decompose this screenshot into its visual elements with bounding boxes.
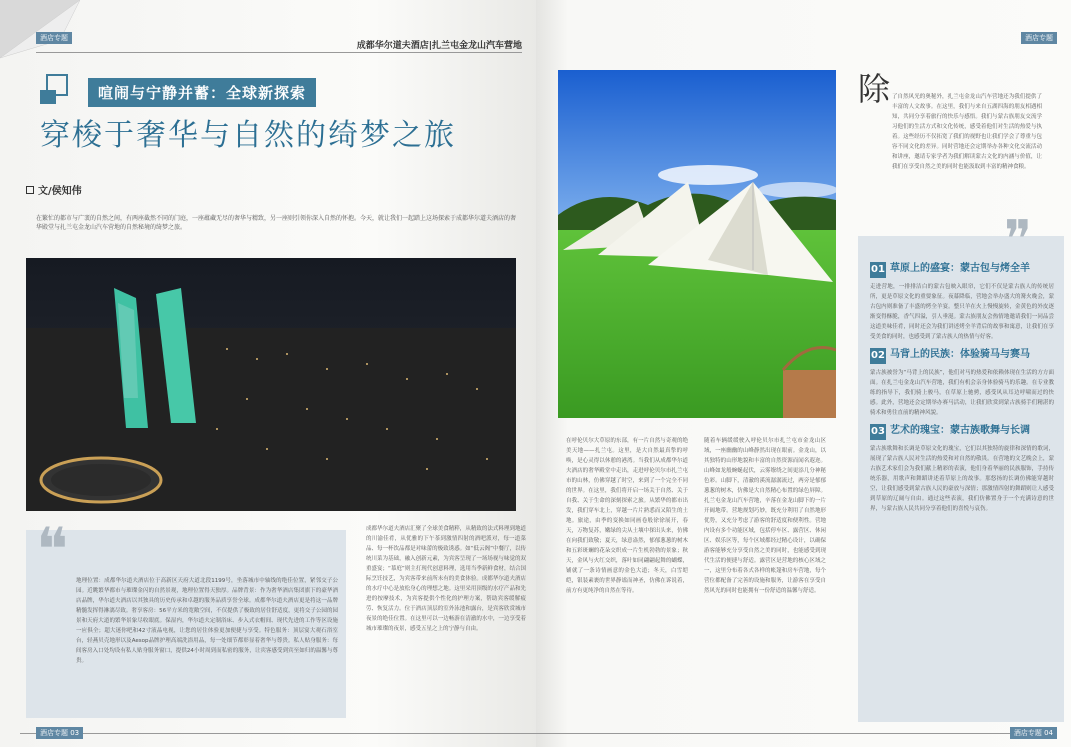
section-body: 走进营地，一排排洁白的蒙古包映入眼帘，它们不仅是蒙古族人的传统居所，更是草原文化的重要象征。夜幕降临，营地会举办盛大的篝火晚会，蒙古包内则准备了丰盛的烤全羊宴。整只羊在火上慢慢旋转，金黄色的外皮逐渐变得酥脆，香气四溢，引人垂涎。蒙古族朋友会热情地邀请我们一同品尝这道美味佳肴，同时还会为我们讲述烤全羊背后的故事和寓意，让我们在享受美食的同时，也感受到了蒙古族人的热情与好客。 bbox=[870, 284, 1054, 340]
dropcap: 除 bbox=[858, 70, 891, 108]
deco-square-filled bbox=[40, 90, 56, 104]
section-title: 草原上的盛宴：蒙古包与烤全羊 bbox=[890, 263, 1030, 274]
page-number: 酒店专题 04 bbox=[1010, 727, 1057, 739]
section-number: 01 bbox=[870, 262, 886, 278]
dining-column: 成都华尔道夫酒店汇聚了全球美食精粹，从精致的法式料理到地道的川渝佳肴，从优雅的下午茶到激情四射的酒吧派对，每一道菜品、每一杯饮品都是对味蕾的极致诱惑。如“低云阁”中餐厅，以传统川菜为基础，融入创新元素，为宾客呈现了一场场视与味觉的双重盛宴；“慕庭”则主打现代创意料理，选用当季新鲜食材，结合国际烹饪技艺，为宾客带来前所未有的美食体验。成都华尔道夫酒店的水疗中心是放松身心的理想之地。这里采用顶级的水疗产品和先进的按摩技术，为宾客提供个性化的护理方案，帮助宾客缓解疲劳、恢复活力。位于酒店顶层的室外泳池和露台，是宾客欣赏城市夜景的绝佳位置。在这里可以一边畅游在清澈的水中，一边享受着城市璀璨的夜景，感受五星之上的宁静与自由。 bbox=[366, 526, 526, 632]
section-number: 02 bbox=[870, 348, 886, 364]
section-body: 蒙古族被誉为“马背上的民族”，他们对马的热爱和依赖体现在生活的方方面面。在扎兰屯金龙山汽车营地，我们有机会亲身体验骑马的乐趣。在专业教练的指导下，我们骑上骏马，在草原上驰骋，感受风从耳边呼啸而过的快感。此外，营地还会定期举办赛马活动，让我们欣赏到蒙古族骑手们精湛的骑术和勇往直前的精神风貌。 bbox=[870, 370, 1054, 416]
section-item bbox=[870, 262, 1054, 342]
culture-intro-text: 了自然风光的奥秘外，扎兰屯金龙山汽车营地还为我们提供了丰富的人文故事。在这里，我们与来自五湖四海的朋友相遇相知，共同分享着旅行的快乐与感悟。我们与蒙古族朋友交流学习他们的生活方式和文化传统，感受着他们对生活的热爱与执着。这些经历不仅拓宽了我们的视野也让我们学会了尊重与包容不同文化的差异。同时营地还会定期举办各种文化交流活动和讲座，邀请专家学者为我们解读蒙古文化的内涵与价值，让我们在享受自然之美的同时也能汲取到丰富的精神食粮。 bbox=[892, 94, 1042, 170]
section-list bbox=[870, 262, 1054, 520]
footer-divider bbox=[536, 733, 1051, 734]
zhalantun-column-1: 在呼伦贝尔大草原的东部，有一片自然与奇观的绝美天地——扎兰屯。这里，是大自然最真挚的呼唤，是心灵得以休憩的港湾。当我们从成都华尔道夫酒店的奢华殿堂中走出，走进呼伦贝尔市扎兰屯市的山林，仿佛穿越了时空，来到了一个完全不同的世界。在这里，我们将开启一场关于自然、关于自我、关于生命的深刻探索之旅。从繁华的都市出发，我们穿车北上，穿越一片片熟悉而又陌生的土地。旅途，由季的变换如同画卷般徐徐展开，春天，万物复苏，嫩绿的尖从土壤中探出头来，仿佛在向我们致敬；夏天，绿意盎然，郁郁葱葱的树木和五彩斑斓的花朵交织成一片生机勃勃的景象；秋天，金风与火红交织，落叶如同翩翩起舞的蝴蝶，铺就了一条诗情画意的金色大道；冬天，白雪皑皑，银装素裹的世界静谧而神圣，仿佛在诉说着，前方有更纯净的自然在等待。 bbox=[566, 438, 688, 594]
hotel-info-text: 地理位置：成都华尔道夫酒店位于高新区天府大道北段1199号，坐落城市中轴线的绝佳位置，紧邻交子公园。近眺繁华都市与璀璨金闪的自然景观，地理位置得天独厚。品牌背景：作为奢华酒店集团旗下的豪华酒店品牌，华尔道夫酒店以其独具的历史传承和卓越的服务品质享誉全球。成都华尔道夫酒店更是将这一品牌精髓发挥得淋漓尽致。奢享客房：56平方米的宽敞空间，不仅提供了极致的居住舒适度，更将交子公园的园景和天府大道的繁华景象尽收眼底。保湿内，华尔道夫定制浴床、步入式衣帽间、现代先进的工作等区设施一应俱全；超大迷你吧和42寸液晶电视，让您的居住体验更加便捷与享受。特色服务：顶层宴大观石浴室台，轻燕贝壳地形以及Aesop品牌护理高端洗浴用品，每一处细节都彰显着奢华与尊贵。私人贴身服务：每间客房入口处均设有私人贴身服务窗口，提供24小时周到而私密的服务，让宾客感受到宾至如归的温馨与尊贵。 bbox=[76, 578, 338, 664]
quote-open-icon: ❝ bbox=[36, 515, 69, 585]
page-title: 穿梭于奢华与自然的绮梦之旅 bbox=[40, 118, 456, 153]
section-title: 艺术的瑰宝：蒙古族歌舞与长调 bbox=[890, 425, 1030, 436]
footer-divider bbox=[20, 733, 536, 734]
intro-paragraph: 在繁忙的都市与广袤的自然之间，有两座截然不同的门庭，一座蕴藏无尽的奢华与精致，另一座则引领你深入自然的怀抱。今天，就让我们一起踏上这场探索于成都华尔道夫酒店的奢华殿堂与扎兰屯金龙山汽车营地的自然秘境的绮梦之旅。 bbox=[36, 215, 517, 231]
section-number: 03 bbox=[870, 424, 886, 440]
right-page bbox=[536, 0, 1071, 747]
campsite-tent-photo bbox=[558, 70, 836, 418]
zhalantun-column-2: 随着车辆缓缓驶入呼伦贝尔市扎兰屯市金龙山区域，一座幽幽的山峰静然出现在眼前。金龙山，以其独特的山形地貌和丰富的自然资源而闻名遐迩。山峰如龙般蜿蜒起伏，云雾缭绕之间更添几分神秘色彩。山脚下，清澈的溪流潺潺流过，两旁是郁郁葱葱的树木，仿佛是大自然精心布置的绿色屏障。扎兰屯金龙山汽车营地，辛落在金龙山脚下的一片开阔地带。营地规划巧妙，既充分利用了自然地形优势，又充分考虑了游客的舒适度和便利性。营地内设有多个功能区域，包括停车区、露营区、休闲区、娱乐区等，每个区域都经过精心设计，以确保游客能够充分享受自然之美的同时，也能感受到现代生活的便捷与舒适。露营区是营地的核心区域之一，这里分布着各式各样的帐篷和房车营地，每个营位都配备了完善的设施和服务，让游客在享受自然风光的同时也能拥有一份舒适的温馨与舒适。 bbox=[704, 438, 826, 594]
tent-graphic bbox=[558, 70, 836, 418]
section-body: 蒙古族歌舞和长调是草原文化的瑰宝，它们以其独特的旋律和深情的歌词，展现了蒙古族人民对生活的热爱和对自然的敬畏。在营地的文艺晚会上，蒙古族艺术家们会为我们献上精彩的表演，他们身着华丽的民族服饰，手持传统乐器，用歌声和舞蹈讲述着草原上的故事。那悠扬的长调仿佛能穿越时空，让我们感受到蒙古族人民的豪放与深情；那激情四射的舞蹈则让人感受到草原的辽阔与自由。通过这些表演，我们仿佛置身于一个充满诗意的世界，与蒙古族人民共同分享着他们的喜悦与哀伤。 bbox=[870, 446, 1054, 512]
page-tag: 酒店专题 bbox=[36, 32, 72, 44]
header-hotel-names: 成都华尔道夫酒店|扎兰屯金龙山汽车营地 bbox=[356, 41, 522, 51]
page-tag: 酒店专题 bbox=[1021, 32, 1057, 44]
section-item bbox=[870, 424, 1054, 514]
city-skyline-graphic bbox=[26, 258, 516, 511]
section-item bbox=[870, 348, 1054, 418]
subtitle-banner: 喧闹与宁静并蓄：全球新探索 bbox=[88, 78, 316, 107]
header-divider bbox=[36, 52, 522, 53]
page-curl-decoration bbox=[0, 0, 80, 60]
author: 文/侯知伟 bbox=[26, 182, 82, 197]
author-square-icon bbox=[26, 186, 34, 194]
hotel-night-photo bbox=[26, 258, 516, 511]
quote-close-icon: ❞ bbox=[1004, 210, 1032, 270]
page-number: 酒店专题 03 bbox=[36, 727, 83, 739]
section-title: 马背上的民族：体验骑马与赛马 bbox=[890, 349, 1030, 360]
